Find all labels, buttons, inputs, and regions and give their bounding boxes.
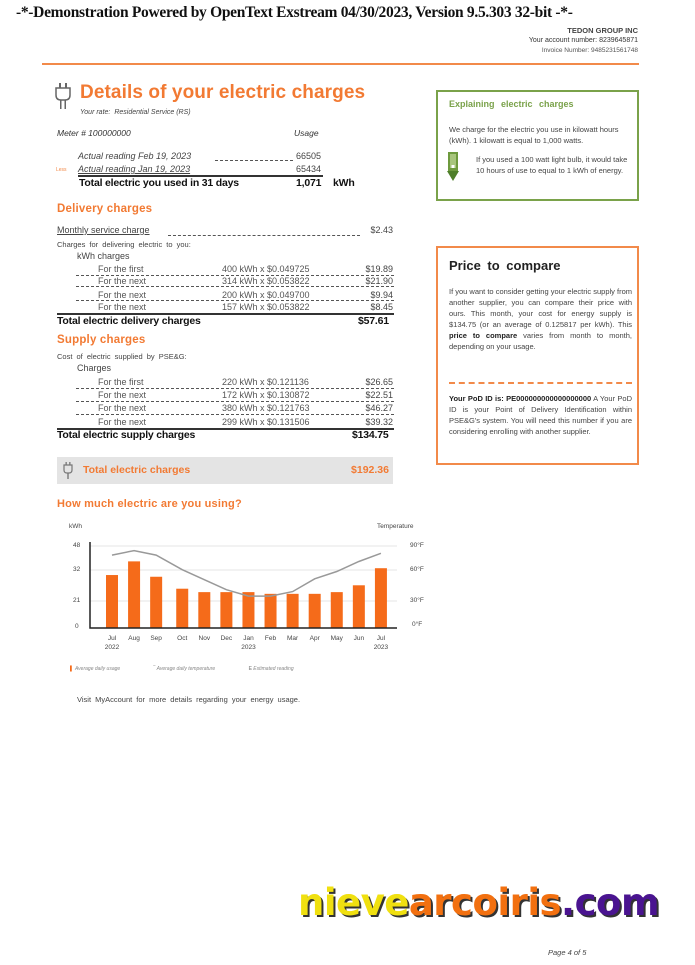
logo-part: arcoiris [408,881,562,924]
tier-label: For the next [98,276,147,286]
leader-line [76,286,394,287]
reading-previous-label: Actual reading Jan 19, 2023 [78,164,191,174]
account-number: 8239645871 [599,37,638,44]
x-tick: Apr [309,635,320,642]
rate-value: Residential Service (RS) [114,109,191,116]
legend-usage: ▌ Average daily usage [70,666,121,672]
tier-label: For the first [98,264,144,274]
page-number: Page 4 of 5 [548,948,587,957]
delivery-total-label: Total electric delivery charges [57,315,201,327]
legend-usage-label: Average daily usage [74,666,121,672]
usage-chart [57,520,437,660]
text: varies from month to month, depending on your usage. [449,331,633,351]
tier-label: For the next [98,302,147,312]
total-charges-bar [57,457,393,484]
legend-temperature: ‾ Average daily temperature [153,666,216,672]
delivering-label: Charges for delivering electric to you: [57,240,191,249]
visit-myaccount-text: Visit MyAccount for more details regarding your energy usage. [77,695,301,704]
y2-tick: 90°F [410,542,424,549]
x-tick: Jun [353,635,365,642]
delivery-total-value: $57.61 [358,315,389,327]
supply-total-label: Total electric supply charges [57,429,196,441]
company-name: TEDON GROUP INC [567,26,638,35]
leader-line [215,160,293,161]
price-to-compare-box [436,246,639,465]
total-charges-label: Total electric charges [83,464,191,476]
demo-banner: -*-Demonstration Powered by OpenText Exstream 04/30/2023, Version 9.5.303 32-bit -*- [16,4,573,21]
legend-temperature-label: Average daily temperature [156,666,216,672]
less-label: Less [56,167,67,173]
account-info [529,26,638,56]
total-used-value: 1,071 [296,177,322,189]
tier-calc: 172 kWh x $0.130872 [222,390,310,400]
invoice-number: 9485231561748 [591,47,638,54]
tier-amount: $8.45 [370,302,393,312]
leader-line [76,414,394,415]
x-tick: Dec [220,635,233,642]
x-tick: Jan 2023 [241,635,256,651]
y2-tick: 60°F [410,566,424,573]
tier-label: For the next [98,290,147,300]
x-tick: Feb [264,635,277,642]
x-tick: Jul 2023 [373,635,389,651]
tier-label: For the next [98,417,147,427]
invoice-number-label: Invoice Number: [541,47,590,54]
kwh-charges-label: kWh charges [77,251,130,261]
y-tick: 21 [73,597,81,604]
page-title: Details of your electric charges [80,82,366,103]
logo-part: .com [561,881,660,924]
tier-amount: $21.90 [365,276,393,286]
supply-heading: Supply charges [57,334,146,346]
tier-calc: 157 kWh x $0.053822 [222,302,310,312]
reading-current-value: 66505 [296,151,322,161]
legend-estimated: E Estimated reading [248,666,294,672]
tier-calc: 200 kWh x $0.049700 [222,290,310,300]
tier-amount: $46.27 [365,403,393,413]
tier-label: For the next [98,403,147,413]
monthly-service-label: Monthly service charge [57,225,150,235]
leader-line [76,388,394,389]
leader-line [168,235,360,236]
rate-label: Your rate: [80,109,111,116]
x-tick: Oct [177,635,188,642]
y-axis-label: kWh [69,523,82,530]
legend-estimated-label: Estimated reading [253,666,294,672]
total-used-unit: kWh [333,177,355,189]
delivery-heading: Delivery charges [57,203,153,215]
light-bulb-icon [447,152,459,182]
dashed-divider [449,382,632,384]
rate-info [80,109,191,116]
reading-current-label: Actual reading Feb 19, 2023 [78,151,192,161]
pod-id: Your PoD ID is: PE000000000000000000 [449,394,592,403]
tier-calc: 400 kWh x $0.049725 [222,264,310,274]
x-tick: Jul 2022 [104,635,120,651]
x-tick: Aug [128,635,140,642]
tier-amount: $22.51 [365,390,393,400]
y2-axis-label: Temperature [377,523,414,530]
account-number-label: Your account number: [528,37,598,44]
y2-tick: 0°F [412,621,423,628]
x-tick: Sep [150,635,162,642]
tier-calc: 380 kWh x $0.121763 [222,403,310,413]
y2-tick: 30°F [410,597,424,604]
tier-amount: $26.65 [365,377,393,387]
explaining-heading: Explaining electric charges [449,99,574,109]
tier-amount: $9.94 [370,290,393,300]
supply-charges-label: Charges [77,363,112,373]
tier-label: For the next [98,390,147,400]
tier-amount: $39.32 [365,417,393,427]
pod-id-text [449,393,632,437]
price-to-compare-emphasis: price to compare [449,331,518,340]
x-tick: Mar [287,635,299,642]
leader-line [76,401,394,402]
tier-amount: $19.89 [365,264,393,274]
supply-cost-label: Cost of electric supplied by PSE&G: [57,352,187,361]
logo-part: nieve [298,881,409,924]
tier-calc: 299 kWh x $0.131506 [222,417,310,427]
leader-line [76,300,394,301]
y-tick: 32 [73,566,81,573]
meter-number: Meter # 100000000 [57,128,131,138]
reading-previous-value: 65434 [296,164,322,174]
text: If you want to consider getting your electric supply from another supplier, you can compare their price with ours. This month, your cost for energy supply is $134.75 (or an average of 0.125817 per kWh). This [449,287,633,329]
price-to-compare-heading: Price to compare [449,258,561,273]
usage-chart-title: How much electric are you using? [57,498,242,510]
text: A Your PoD ID is your Point of Delivery Identification within PSE&G's system. You will need this number if you are considering enrolling with another supplier. [449,394,632,436]
usage-header: Usage [294,128,319,138]
total-charges-value: $192.36 [351,464,389,476]
tier-label: For the first [98,377,144,387]
price-to-compare-text [449,286,632,352]
supply-total-value: $134.75 [352,429,389,441]
tier-calc: 220 kWh x $0.121136 [222,377,309,387]
plug-icon [63,462,73,479]
y-tick: 0 [75,623,79,630]
light-bulb-text: If you used a 100 watt light bulb, it would take 10 hours of use to equal to 1 kWh of energy. [476,155,628,175]
watermark-logo [298,881,659,924]
x-tick: Nov [198,635,211,642]
x-tick: May [330,635,343,642]
monthly-service-value: $2.43 [370,225,393,235]
tier-calc: 314 kWh x $0.053822 [222,276,310,286]
header-divider [42,63,639,65]
explaining-box [436,90,639,201]
plug-icon [55,83,71,109]
total-used-label: Total electric you used in 31 days [79,177,239,189]
explaining-text: We charge for the electric you use in kilowatt hours (kWh). 1 kilowatt is equal to 1,000 watts. [449,125,619,145]
chart-legend [70,666,326,672]
y-tick: 48 [73,542,81,549]
